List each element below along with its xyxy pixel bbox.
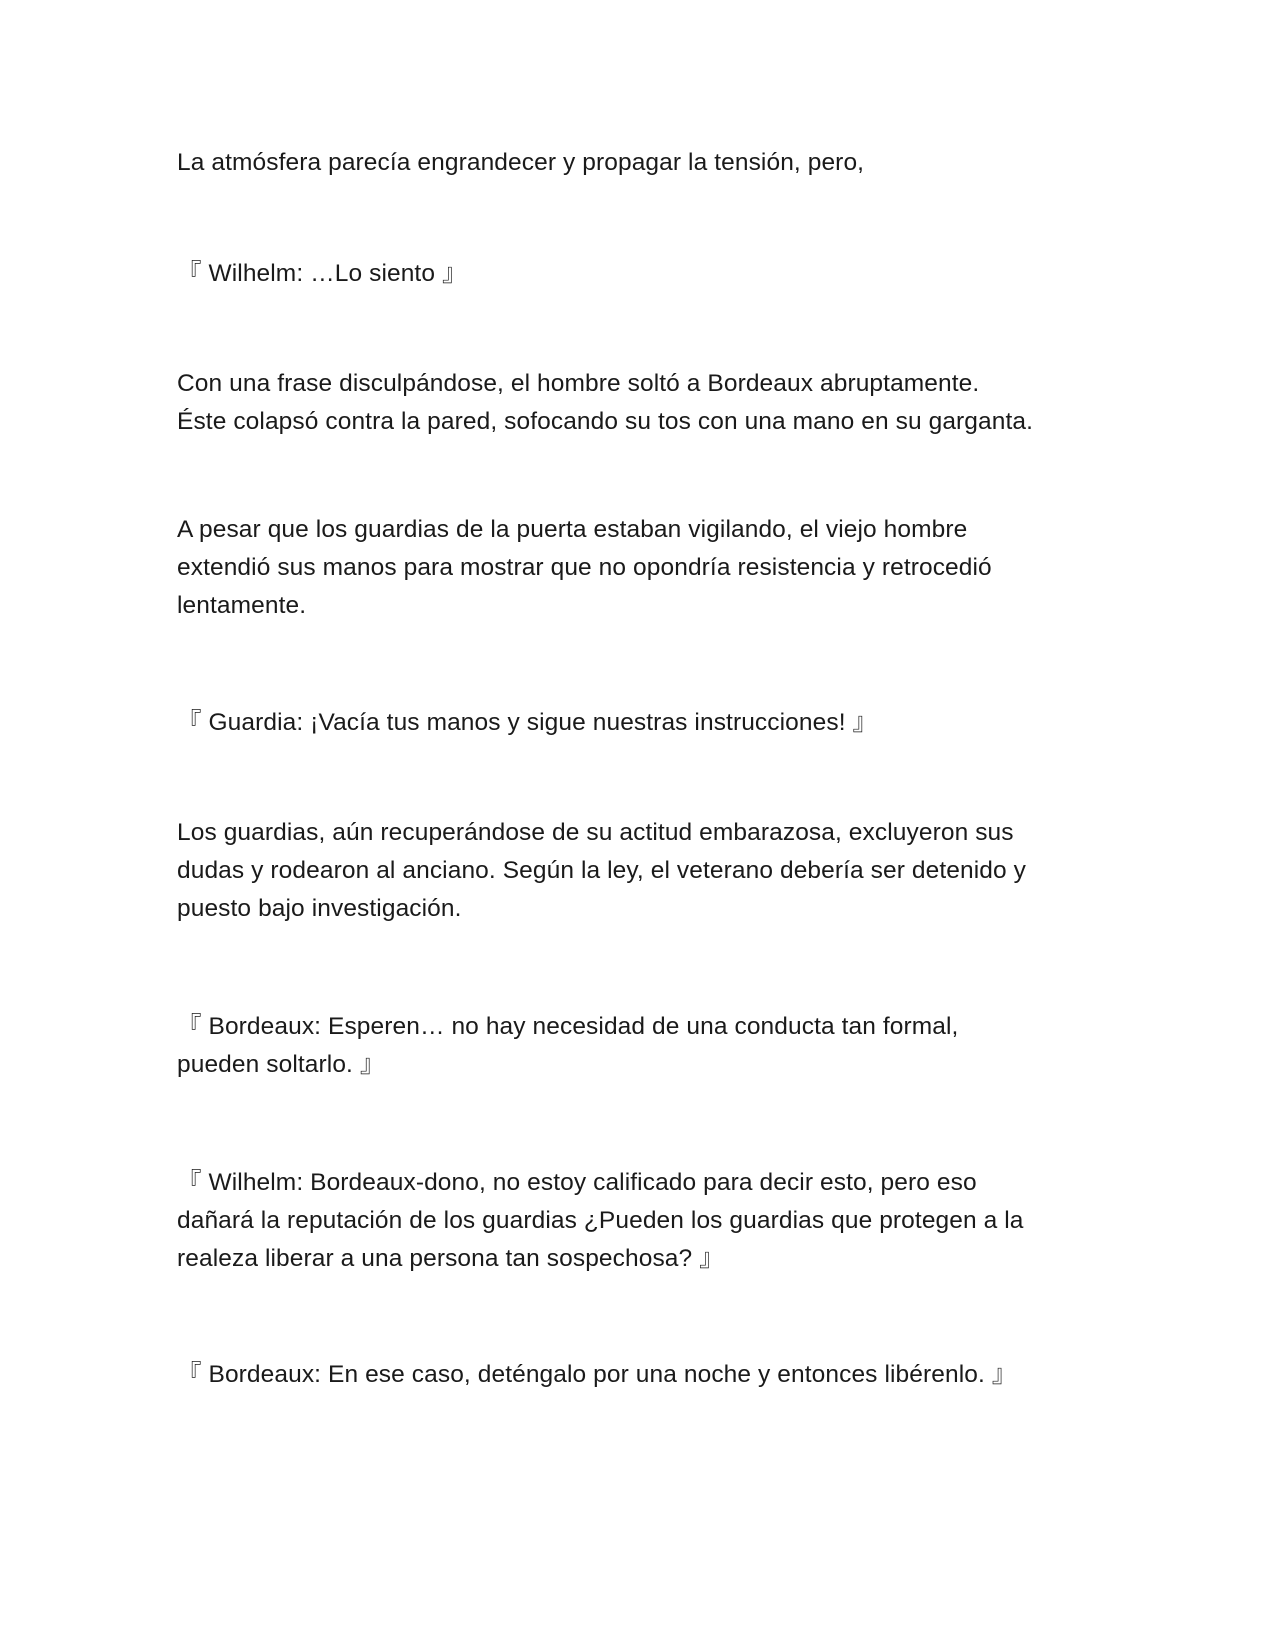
text-line: puesto bajo investigación. xyxy=(177,895,462,922)
dialogue-wilhelm-apology xyxy=(177,255,1107,293)
narration-paragraph xyxy=(177,365,1107,441)
narration-paragraph xyxy=(177,511,1107,625)
dialogue-wilhelm xyxy=(177,1164,1107,1278)
text-line: dudas y rodearon al anciano. Según la ley, el veterano debería ser detenido y xyxy=(177,857,1026,884)
text-line: 『 Wilhelm: Bordeaux-dono, no estoy calificado para decir esto, pero eso xyxy=(177,1169,977,1196)
text-line: realeza liberar a una persona tan sospechosa? 』 xyxy=(177,1245,724,1272)
text-line: 『 Bordeaux: Esperen… no hay necesidad de una conducta tan formal, xyxy=(177,1013,959,1040)
text-line: 『 Bordeaux: En ese caso, deténgalo por una noche y entonces libérenlo. 』 xyxy=(177,1361,1017,1388)
text-line: pueden soltarlo. 』 xyxy=(177,1051,385,1078)
text-line: Éste colapsó contra la pared, sofocando su tos con una mano en su garganta. xyxy=(177,408,1034,435)
dialogue-guard xyxy=(177,704,1107,742)
text-line: A pesar que los guardias de la puerta estaban vigilando, el viejo hombre xyxy=(177,516,968,543)
dialogue-bordeaux xyxy=(177,1356,1107,1394)
text-line: 『 Wilhelm: …Lo siento 』 xyxy=(177,260,467,287)
text-line: lentamente. xyxy=(177,592,307,619)
narration-paragraph xyxy=(177,144,1107,182)
text-line: Los guardias, aún recuperándose de su actitud embarazosa, excluyeron sus xyxy=(177,819,1014,846)
text-line: 『 Guardia: ¡Vacía tus manos y sigue nuestras instrucciones! 』 xyxy=(177,709,878,736)
text-line: Con una frase disculpándose, el hombre soltó a Bordeaux abruptamente. xyxy=(177,370,980,397)
dialogue-bordeaux xyxy=(177,1008,1107,1084)
text-line: La atmósfera parecía engrandecer y propagar la tensión, pero, xyxy=(177,149,865,176)
text-line: extendió sus manos para mostrar que no opondría resistencia y retrocedió xyxy=(177,554,992,581)
narration-paragraph xyxy=(177,814,1107,928)
text-line: dañará la reputación de los guardias ¿Pueden los guardias que protegen a la xyxy=(177,1207,1024,1234)
